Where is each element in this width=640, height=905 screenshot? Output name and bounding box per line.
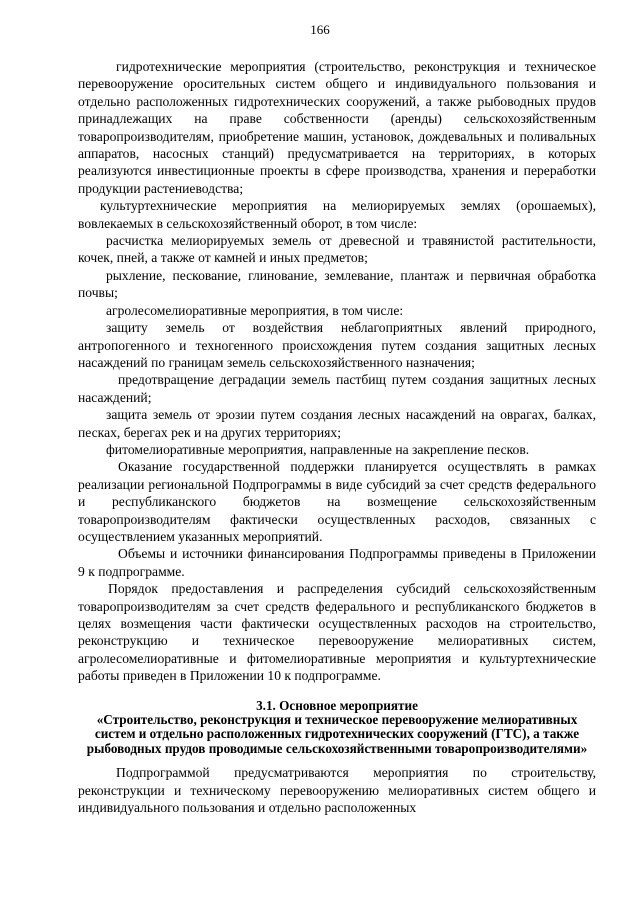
paragraph-pasture-degradation: предотвращение деградации земель пастбищ путем создания защитных лесных насаждений; [78, 372, 596, 405]
paragraph-land-protection: защиту земель от воздействия неблагоприятных явлений природного, антропогенного и техногенного происхождения путем создания защитных лесных насаждений по границам земель сельскохозяйственного назначения; [78, 320, 596, 370]
paragraph-erosion-protection: защита земель от эрозии путем создания лесных насаждений на оврагах, балках, песках, берегах рек и на других территориях; [78, 407, 596, 440]
paragraph-subprogram-measures: Подпрограммой предусматриваются мероприятия по строительству, реконструкции и техническому перевооружению мелиоративных систем общего и индивидуального пользования и отдельно расположенных [78, 765, 596, 816]
paragraph-cultural-technical-measures: культуртехнические мероприятия на мелиорируемых землях (орошаемых), вовлекаемых в сельскохозяйственный оборот, в том числе: [78, 198, 596, 231]
page-number: 166 [310, 22, 330, 37]
section-number: 3.1. Основное мероприятие [256, 697, 418, 713]
paragraph-phytomeliorative-measures: фитомелиоративные мероприятия, направленные на закрепление песков. [106, 441, 530, 457]
paragraph-land-clearing: расчистка мелиорируемых земель от древесной и травянистой растительности, кочек, пней, а также от камней и иных предметов; [78, 233, 596, 266]
paragraph-soil-loosening: рыхление, пескование, глинование, землевание, плантаж и первичная обработка почвы; [78, 267, 596, 301]
document-body [78, 58, 596, 816]
paragraph-subsidy-procedure: Порядок предоставления и распределения субсидий сельскохозяйственным товаропроизводителям за счет средств федерального и республиканского бюджетов в целях возмещения части фактически осуществленных расходов на строительство, реконструкцию и техническое перевооружение мелиоративных систем, агролесомелиоративные и фитомелиоративные мероприятия и культуртехнические работы приведен в Приложении 10 к подпрограмме. [78, 581, 596, 684]
paragraph-state-support: Оказание государственной поддержки планируется осуществлять в рамках реализации региональной Подпрограммы в виде субсидий за счет средств федерального и республиканского бюджетов на возмещение сельскохозяйственным товаропроизводителям фактически осуществленных расходов, связанных с осуществлением указанных мероприятий. [78, 459, 596, 544]
paragraph-agroforestry-measures: агролесомелиоративные мероприятия, в том числе: [106, 302, 404, 318]
paragraph-funding-volumes: Объемы и источники финансирования Подпрограммы приведены в Приложении 9 к подпрограмме. [78, 546, 596, 579]
paragraph-hydrotechnical-measures: гидротехнические мероприятия (строительство, реконструкция и техническое перевооружение оросительных систем общего и индивидуального пользования и отдельно расположенных гидротехнических сооружений, а также рыбоводных прудов принадлежащих на праве собственности (аренды) сельскохозяйственным товаропроизводителям, приобретение машин, установок, дождевальных и поливальных аппаратов, насосных станций) предусматривается на территориях, в которых реализуются инвестиционные проекты в сфере производства, хранения и переработки продукции растениеводства; [78, 59, 596, 196]
section-heading [78, 699, 596, 757]
section-title: «Строительство, реконструкция и техническое перевооружение мелиоративных систем и отдельно расположенных гидротехнических сооружений (ГТС), а также рыбоводных прудов проводимые сельскохозяйственными товаропроизводителями» [86, 712, 588, 756]
